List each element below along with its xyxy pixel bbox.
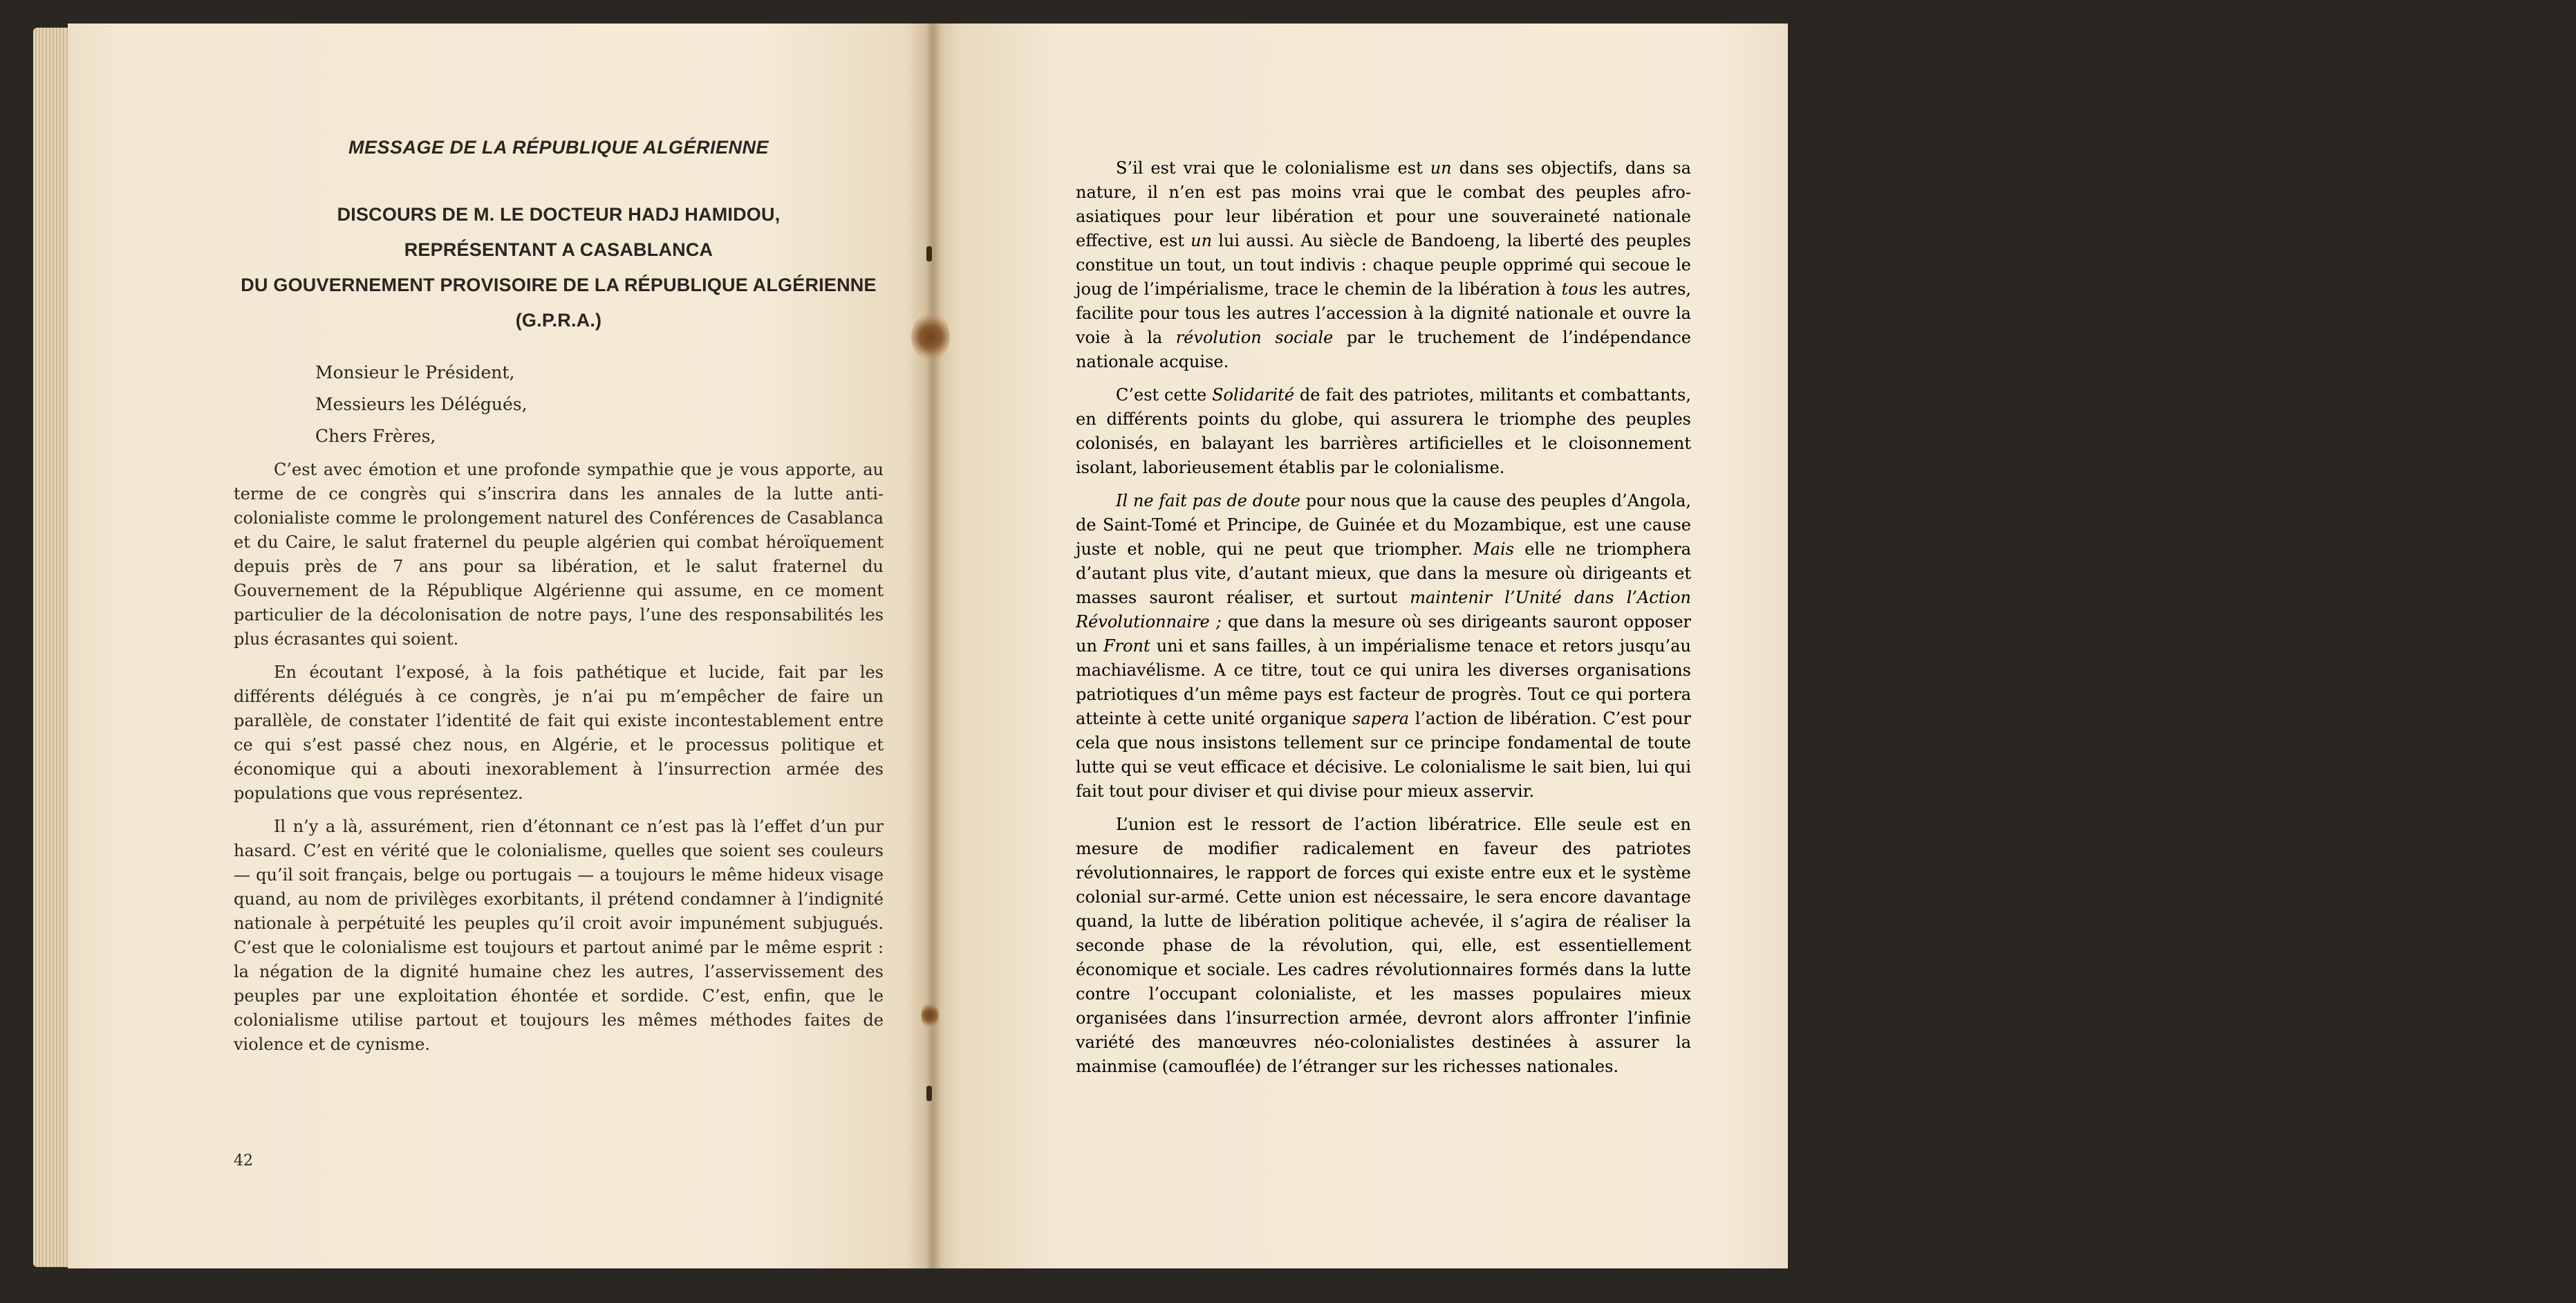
paragraph: En écoutant l’exposé, à la fois pathétique et lucide, fait par les différents délégués à ce congrès, je n’ai pu m’empêcher de faire un parallèle, de constater l’identité de fait qui existe incontestablement entre ce qui s’est passé chez nous, en Algérie, et le processus politique et économique qui a abouti inexorablement à l’insurrection armée des populations que vous représentez. xyxy=(234,663,884,803)
salutation-line: Chers Frères, xyxy=(315,426,436,446)
rust-stain xyxy=(921,1001,939,1029)
staple-hole xyxy=(926,246,932,261)
page-number-right: 43 xyxy=(2557,1147,2576,1164)
speech-title-line: (G.P.R.A.) xyxy=(515,310,602,331)
emphasis: Mais xyxy=(1473,539,1514,559)
left-body xyxy=(234,458,884,1057)
speech-title-line: DU GOUVERNEMENT PROVISOIRE DE LA RÉPUBLIQUE ALGÉRIENNE xyxy=(241,275,877,295)
paragraph: C’est avec émotion et une profonde sympathie que je vous apporte, au terme de ce congrès qui s’inscrira dans les annales de la lutte anti-colonialiste comme le prolongement naturel des Conférences de Casablanca et du Caire, le salut fraternel du peuple algérien qui combat héroïquement depuis près de 7 ans pour sa libération, et le salut fraternel du Gouvernement de la République Algérienne qui assume, en ce moment particulier de la décolonisation de notre pays, l’une des responsabilités les plus écrasantes qui soient. xyxy=(234,460,884,649)
emphasis: Il ne fait pas de doute xyxy=(1116,491,1300,510)
paragraph: Il n’y a là, assurément, rien d’étonnant ce n’est pas là l’effet d’un pur hasard. C’est en vérité que le colonialisme, quelles que soient ses couleurs — qu’il soit français, belge ou portugais — a toujours le même hideux visage quand, au nom de privilèges exorbitants, il prétend condamner à l’indignité nationale à perpétuité les peuples qu’il croit avoir impunément subjugués. C’est que le colonialisme est toujours et partout animé par le même esprit : la négation de la dignité humaine chez les autres, l’asservissement des peuples par une exploitation éhontée et sordide. C’est, enfin, que le colonialisme utilise partout et toujours les mêmes méthodes faites de violence et de cynisme. xyxy=(234,817,884,1054)
left-page-text xyxy=(234,138,884,1066)
left-page xyxy=(68,24,932,1268)
salutation-line: Messieurs les Délégués, xyxy=(315,394,528,414)
staple-hole xyxy=(926,1086,932,1101)
emphasis: un xyxy=(1191,231,1213,250)
salutations xyxy=(234,357,884,452)
text-run: elle ne triomphera d’autant plus vite, d’autant mieux, que dans la mesure où dirigeants et masses sauront réaliser, et surtout xyxy=(1076,539,1692,607)
text-run: de fait des patriotes, militants et combattants, en différents points du globe, qui assurera le triomphe des peuples colonisés, en balayant les barrières artificielles et le cloisonnement isolant, laborieusement établis par le colonialisme. xyxy=(1076,385,1691,477)
paragraph xyxy=(1076,489,1691,804)
emphasis: Solidarité xyxy=(1212,385,1295,405)
text-run: par le truchement de l’indépendance nationale acquise. xyxy=(1076,328,1691,371)
open-book xyxy=(33,24,2576,1268)
text-run: les autres, facilite pour tous les autres l’accession à la dignité nationale et ouvre la voie à la xyxy=(1076,279,1692,347)
emphasis: tous xyxy=(1561,279,1598,299)
page-heading: MESSAGE DE LA RÉPUBLIQUE ALGÉRIENNE xyxy=(348,137,769,158)
speech-title-line: REPRÉSENTANT A CASABLANCA xyxy=(404,239,713,260)
emphasis: Front xyxy=(1103,636,1150,656)
text-run: lui aussi. Au siècle de Bandoeng, la liberté des peuples constitue un tout, un tout indivis : chaque peuple opprimé qui secoue le joug de l’impérialisme, trace le chemin de la libération à xyxy=(1076,231,1691,299)
text-run: pour nous que la cause des peuples d’Angola, de Saint-Tomé et Principe, de Guinée et du Mozambique, est une cause juste et noble, qui ne peut que triompher. xyxy=(1076,491,1692,559)
page-number-left: 42 xyxy=(234,1152,253,1170)
right-page-text xyxy=(1076,156,1691,1088)
emphasis: un xyxy=(1430,158,1452,178)
emphasis: révolution sociale xyxy=(1175,328,1334,347)
emphasis: maintenir l’Unité dans l’Action Révolutionnaire ; xyxy=(1076,588,1691,631)
rust-stain xyxy=(911,313,950,361)
paragraph xyxy=(1076,383,1691,480)
text-run: que dans la mesure où ses dirigeants sauront opposer un xyxy=(1076,612,1692,656)
paragraph xyxy=(1076,156,1691,374)
emphasis: sapera xyxy=(1352,709,1410,728)
speech-title-line: DISCOURS DE M. LE DOCTEUR HADJ HAMIDOU, xyxy=(337,204,781,225)
text-run: uni et sans failles, à un impérialisme tenace et retors jusqu’au machiavélisme. A ce titre, tout ce qui unira les diverses organisations patriotiques d’un même pays est facteur de progrès. Tout ce qui portera atteinte à cette unité organique xyxy=(1076,636,1691,728)
text-run: dans ses objectifs, dans sa nature, il n’en est pas moins vrai que le combat des peuples afro-asiatiques pour leur libération et pour une souveraineté nationale effective, est xyxy=(1076,158,1692,250)
paragraph: L’union est le ressort de l’action libératrice. Elle seule est en mesure de modifier radicalement en faveur des patriotes révolutionnaires, le rapport de forces qui existe entre eux et le système colonial sur-armé. Cette union est nécessaire, le sera encore davantage quand, la lutte de libération politique achevée, il s’agira de réaliser la seconde phase de la révolution, qui, elle, est essentiellement économique et sociale. Les cadres révolutionnaires formés dans la lutte contre l’occupant colonialiste, et les masses populaires mieux organisées dans l’insurrection armée, devront alors affronter l’infinie variété des manœuvres néo-colonialistes destinées à assurer la mainmise (camouflée) de l’étranger sur les richesses nationales. xyxy=(1076,815,1691,1076)
gutter-shadow xyxy=(925,24,942,1268)
speech-title xyxy=(234,197,884,338)
text-run: S’il est vrai que le colonialisme est xyxy=(1116,158,1430,178)
text-run: C’est cette xyxy=(1116,385,1213,405)
text-run: l’action de libération. C’est pour cela que nous insistons tellement sur ce principe fondamental de toute lutte qui se veut efficace et décisive. Le colonialisme le sait bien, lui qui fait tout pour diviser et qui divise pour mieux asservir. xyxy=(1076,709,1691,801)
salutation-line: Monsieur le Président, xyxy=(315,362,515,382)
